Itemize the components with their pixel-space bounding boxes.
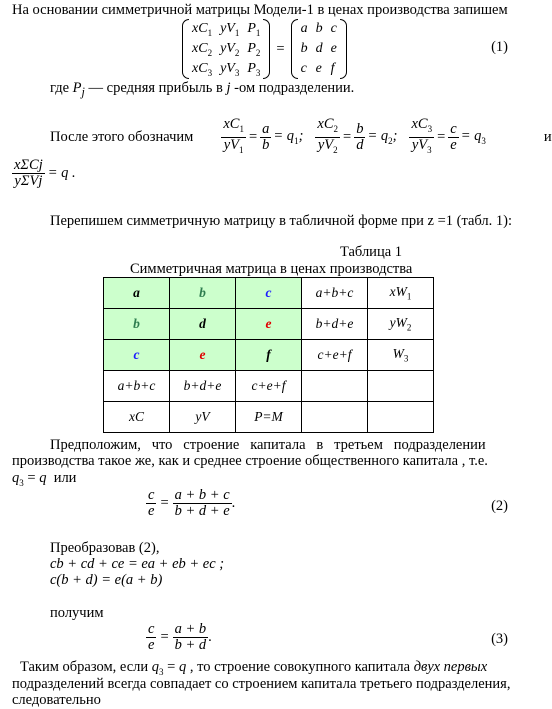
equation-2-number: (2) — [491, 498, 508, 514]
right-matrix-cell: b — [300, 41, 308, 56]
table-row — [104, 340, 434, 371]
table-cell: d — [170, 309, 236, 340]
table-cell — [302, 371, 368, 402]
left-matrix-cell: $xC_1$ — [192, 20, 213, 38]
table-cell: $yW_2$ — [368, 309, 434, 340]
right-matrix-cell: b — [315, 21, 323, 36]
eq2-rhs-den: b + d + e — [174, 503, 230, 519]
table-row — [104, 309, 434, 340]
left-matrix-cell: $P_1$ — [247, 20, 261, 38]
left-matrix-cell: $yV_3$ — [220, 60, 240, 78]
sum-c-numerator: xΣCj — [14, 157, 43, 173]
assumption-line-3: $q_3 = q$ или — [12, 470, 77, 488]
table-cell: e — [170, 340, 236, 371]
equation-1 — [182, 19, 347, 79]
table-cell: a+b+c — [104, 371, 170, 402]
eq2-lhs-num: c — [148, 487, 155, 503]
right-matrix — [291, 19, 347, 79]
obtain-line: получим — [50, 605, 104, 621]
eq2-rhs-num: a + b + c — [174, 487, 230, 503]
table-cell: a — [104, 278, 170, 309]
table-cell: b+d+e — [170, 371, 236, 402]
table-title: Симметричная матрица в ценах производства — [130, 261, 413, 277]
right-matrix-cell: c — [330, 21, 337, 36]
left-matrix-cell: $xC_2$ — [192, 40, 213, 58]
where-line: где $P_j$ — средняя прибыль в j -ом подразделении. — [50, 80, 355, 99]
equation-2: $\frac{c}{e}$ = $\frac{a + b + c}{b + d + e}$ . — [148, 487, 236, 519]
table-cell: b — [170, 278, 236, 309]
eq3-lhs-num: c — [148, 621, 155, 637]
sum-v-denominator: yΣVj — [14, 173, 43, 189]
symmetric-matrix-table — [103, 277, 434, 433]
conclusion-line-3: следовательно — [12, 692, 101, 708]
table-cell: c — [104, 340, 170, 371]
left-matrix-cell: $P_2$ — [247, 40, 261, 58]
left-matrix-cell: $xC_3$ — [192, 60, 213, 78]
table-row — [104, 278, 434, 309]
equation-1-number: (1) — [491, 39, 508, 55]
table-cell: $xW_1$ — [368, 278, 434, 309]
assumption-line-2: производства такое же, как и среднее строение общественного капитала , т.е. — [12, 453, 488, 469]
table-cell: a+b+c — [302, 278, 368, 309]
right-matrix-cell: d — [315, 41, 323, 56]
table-cell: yV — [170, 402, 236, 433]
table-cell: b+d+e — [302, 309, 368, 340]
table-caption: Таблица 1 — [340, 244, 403, 260]
rewrite-line: Перепишем симметричную матрицу в табличной форме при z =1 (табл. 1): — [50, 213, 513, 229]
equation-3-number: (3) — [491, 631, 508, 647]
transform-line: Преобразовав (2), — [50, 540, 160, 556]
notation-fraction-2: $\frac{xC_2}{yV_2}$ = $\frac{b}{d}$ = $q_2$; — [317, 116, 398, 155]
conclusion-line-1: Таким образом, если $q_3 = q$ , то строение совокупного капитала двух первых — [20, 659, 488, 677]
eq2-lhs-den: e — [148, 503, 155, 519]
table-cell: c — [236, 278, 302, 309]
assumption-line-1: Предположим, что строение капитала в третьем подразделении — [50, 437, 486, 453]
table-cell: xC — [104, 402, 170, 433]
right-matrix-cell: c — [300, 61, 307, 76]
left-matrix-cell: $yV_2$ — [220, 40, 240, 58]
right-matrix-cell: e — [315, 61, 322, 76]
eq3-rhs-num: a + b — [174, 621, 207, 637]
notation-and: и — [543, 128, 552, 145]
table-cell: f — [236, 340, 302, 371]
table-cell — [302, 402, 368, 433]
eq3-rhs-den: b + d — [174, 637, 207, 653]
equation-3: $\frac{c}{e}$ = $\frac{a + b}{b + d}$ . — [148, 621, 212, 653]
table-cell: c+e+f — [302, 340, 368, 371]
q-result: = q . — [47, 165, 76, 181]
first-two-emphasis: двух первых — [413, 659, 488, 675]
notation-line — [50, 117, 552, 158]
factored-equation: c(b + d) = e(a + b) — [50, 572, 163, 588]
conclusion-line-2: подразделений всегда совпадает со строением капитала третьего подразделения, — [12, 676, 511, 692]
eq3-lhs-den: e — [148, 637, 155, 653]
notation-fraction-3: $\frac{xC_3}{yV_3}$ = $\frac{c}{e}$ = $q_3$ — [411, 116, 486, 155]
right-matrix-cell: f — [330, 61, 335, 76]
table-cell — [368, 371, 434, 402]
left-matrix-cell: $yV_1$ — [220, 20, 240, 38]
left-matrix-cell: $P_3$ — [247, 60, 261, 78]
right-matrix-cell: a — [300, 21, 308, 36]
table-cell: e — [236, 309, 302, 340]
table-cell: $W_3$ — [368, 340, 434, 371]
right-matrix-cell: e — [330, 41, 337, 56]
intro-line: На основании симметричной матрицы Модели-1 в ценах производства запишем — [12, 2, 508, 18]
table-row — [104, 371, 434, 402]
expanded-equation: cb + cd + ce = ea + eb + ec ; — [50, 556, 225, 572]
q-definition — [12, 158, 76, 189]
table-cell: P=M — [236, 402, 302, 433]
notation-fraction-1: $\frac{xC_1}{yV_1}$ = $\frac{a}{b}$ = $q_1$; — [223, 116, 304, 155]
left-matrix — [182, 19, 270, 79]
table-row — [104, 402, 434, 433]
equals-sign: = — [276, 40, 285, 57]
table-cell: b — [104, 309, 170, 340]
notation-intro: После этого обозначим — [50, 128, 194, 145]
table-cell — [368, 402, 434, 433]
table-cell: c+e+f — [236, 371, 302, 402]
